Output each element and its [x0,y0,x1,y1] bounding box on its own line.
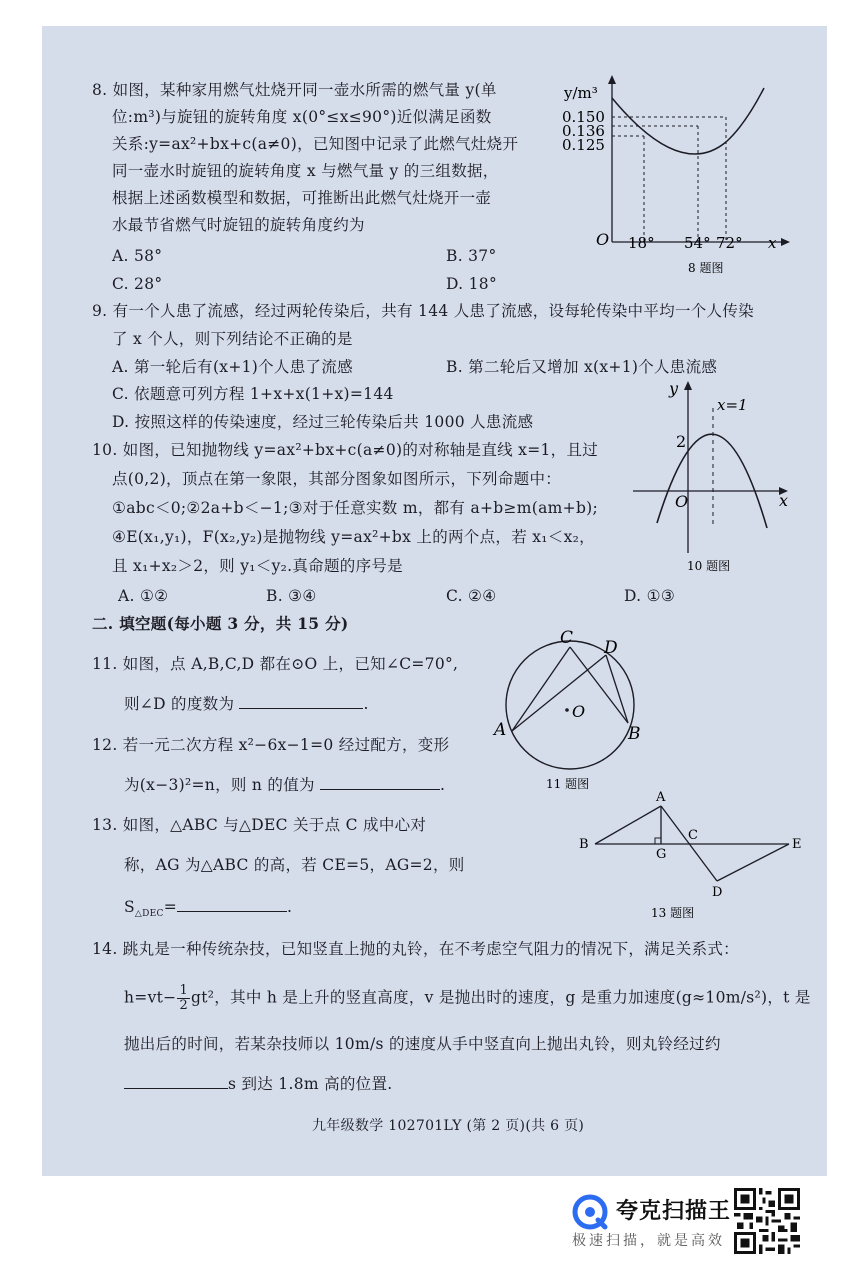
q11-caption: 11 题图 [546,777,590,791]
quark-logo-icon [572,1194,608,1230]
q10-line-3: ①abc＜0;②2a+b＜−1;③对于任意实数 m，都有 a+b≥m(am+b); [112,499,599,517]
q13-label-b: B [579,837,589,852]
q8-xlabel: x [768,234,777,252]
q9-option-c: C. 依题意可列方程 1+x+x(1+x)=144 [112,385,394,403]
q11-answer-blank[interactable] [239,694,363,709]
q10-line-4: ④E(x₁,y₁)，F(x₂,y₂)是抛物线 y=ax²+bx 上的两个点，若 x₁＜x₂， [112,528,595,546]
q8-option-b: B. 37° [446,247,497,265]
q11-label-o: O [572,702,586,721]
q13-label-g: G [656,847,667,862]
q9-line-1: 9. 有一个人患了流感，经过两轮传染后，共有 144 人患了流感，设每轮传染中平均一个人传染 [92,302,754,320]
q14-fraction: $\frac{1}{2}$ [179,983,189,1013]
q8-origin: O [596,230,610,249]
q13-label-d: D [712,885,723,900]
q8-xtick-18: 18° [628,234,655,252]
q8-line-1: 8. 如图，某种家用燃气灶烧开同一壶水所需的燃气量 y(单 [92,81,497,99]
q11-line-1: 11. 如图，点 A,B,C,D 都在⊙O 上，已知∠C=70°, [92,655,459,673]
q10-option-d: D. ①③ [624,587,676,605]
q10-figure [625,378,800,578]
q8-option-c: C. 28° [112,275,163,293]
q8-ytick-150: 0.150 [562,108,605,126]
q8-line-4: 同一壶水时旋钮的旋转角度 x 与燃气量 y 的三组数据， [112,162,499,180]
q13-label-e: E [792,837,802,852]
q8-ylabel: y/m³ [564,84,598,102]
q8-line-3: 关系:y=ax²+bx+c(a≠0)，已知图中记录了此燃气灶烧开 [112,135,519,153]
q13-line-1: 13. 如图，△ABC 与△DEC 关于点 C 成中心对 [92,816,427,834]
q13-line-3: $S_{\triangle DEC}=$ . [124,898,293,920]
brand-name: 夸克扫描王 [616,1199,732,1224]
q11-label-b: B [628,724,641,744]
q12-line-2: 为(x−3)²=n，则 n 的值为 . [124,776,446,794]
q8-caption: 8 题图 [688,261,724,275]
q8-option-a: A. 58° [112,247,163,265]
q14-line-1: 14. 跳丸是一种传统杂技，已知竖直上抛的丸铃，在不考虑空气阻力的情况下，满足关系式： [92,940,739,958]
q10-ytick-2: 2 [676,432,687,451]
q10-line-5: 且 x₁+x₂＞2，则 y₁＜y₂.真命题的序号是 [112,557,403,575]
q11-label-a: A [494,720,507,740]
q12-answer-blank[interactable] [320,775,440,790]
q8-line-6: 水最节省燃气时旋钮的旋转角度约为 [112,216,365,234]
q14-answer-blank[interactable] [124,1074,228,1089]
qr-code-icon [734,1188,800,1254]
q8-ytick-136: 0.136 [562,122,605,140]
q10-axis-label: x=1 [717,396,748,414]
q10-xlabel: x [779,491,789,510]
q10-caption: 10 题图 [687,559,731,573]
q14-line-2: h=vt− $\frac{1}{2}$ gt²，其中 h 是上升的竖直高度，v 是抛出时的速度，g 是重力加速度(g≈10m/s²)，t 是 [124,983,811,1013]
q10-option-c: C. ②④ [446,587,497,605]
q11-line-2: 则∠D 的度数为 . [124,695,369,713]
page-footer: 九年级数学 102701LY (第 2 页)(共 6 页) [312,1118,585,1134]
q8-line-5: 根据上述函数模型和数据，可推断出此燃气灶烧开一壶 [112,189,492,207]
q9-option-a: A. 第一轮后有(x+1)个人患了流感 [112,358,353,376]
q10-origin: O [675,492,689,511]
q10-line-1: 10. 如图，已知抛物线 y=ax²+bx+c(a≠0)的对称轴是直线 x=1，且过 [92,441,599,459]
q10-line-2: 点(0,2)，顶点在第一象限，其部分图象如图所示，下列命题中： [112,470,562,488]
q12-line-1: 12. 若一元二次方程 x²−6x−1=0 经过配方，变形 [92,736,450,754]
q13-label-a: A [656,790,666,805]
q13-caption: 13 题图 [651,906,695,920]
q8-figure [560,70,800,280]
q14-line-4: s 到达 1.8m 高的位置. [124,1074,393,1094]
brand-slogan: 极速扫描，就是高效 [572,1233,725,1249]
q10-ylabel: y [669,379,679,398]
q8-xtick-72: 72° [716,234,743,252]
q11-figure [490,625,650,800]
q8-xtick-54: 54° [684,234,711,252]
q11-label-d: D [604,638,618,658]
q9-option-d: D. 按照这样的传染速度，经过三轮传染后共 1000 人患流感 [112,413,534,431]
q10-option-b: B. ③④ [266,587,317,605]
q9-option-b: B. 第二轮后又增加 x(x+1)个人患流感 [446,358,718,376]
section-2-title: 二. 填空题(每小题 3 分，共 15 分) [92,614,349,633]
q14-line-3: 抛出后的时间，若某杂技师以 10m/s 的速度从手中竖直向上抛出丸铃，则丸铃经过约 [124,1035,721,1053]
q13-figure [575,786,810,921]
q13-label-c: C [688,828,698,843]
q11-label-c: C [560,628,574,648]
q13-answer-blank[interactable] [177,897,287,912]
q13-line-2: 称，AG 为△ABC 的高，若 CE=5，AG=2，则 [124,856,465,874]
q8-ytick-125: 0.125 [562,136,605,154]
q8-option-d: D. 18° [446,275,498,293]
q10-option-a: A. ①② [118,587,169,605]
q8-line-2: 位:m³)与旋钮的旋转角度 x(0°≤x≤90°)近似满足函数 [112,108,492,126]
q9-line-2: 了 x 个人，则下列结论不正确的是 [112,330,353,348]
